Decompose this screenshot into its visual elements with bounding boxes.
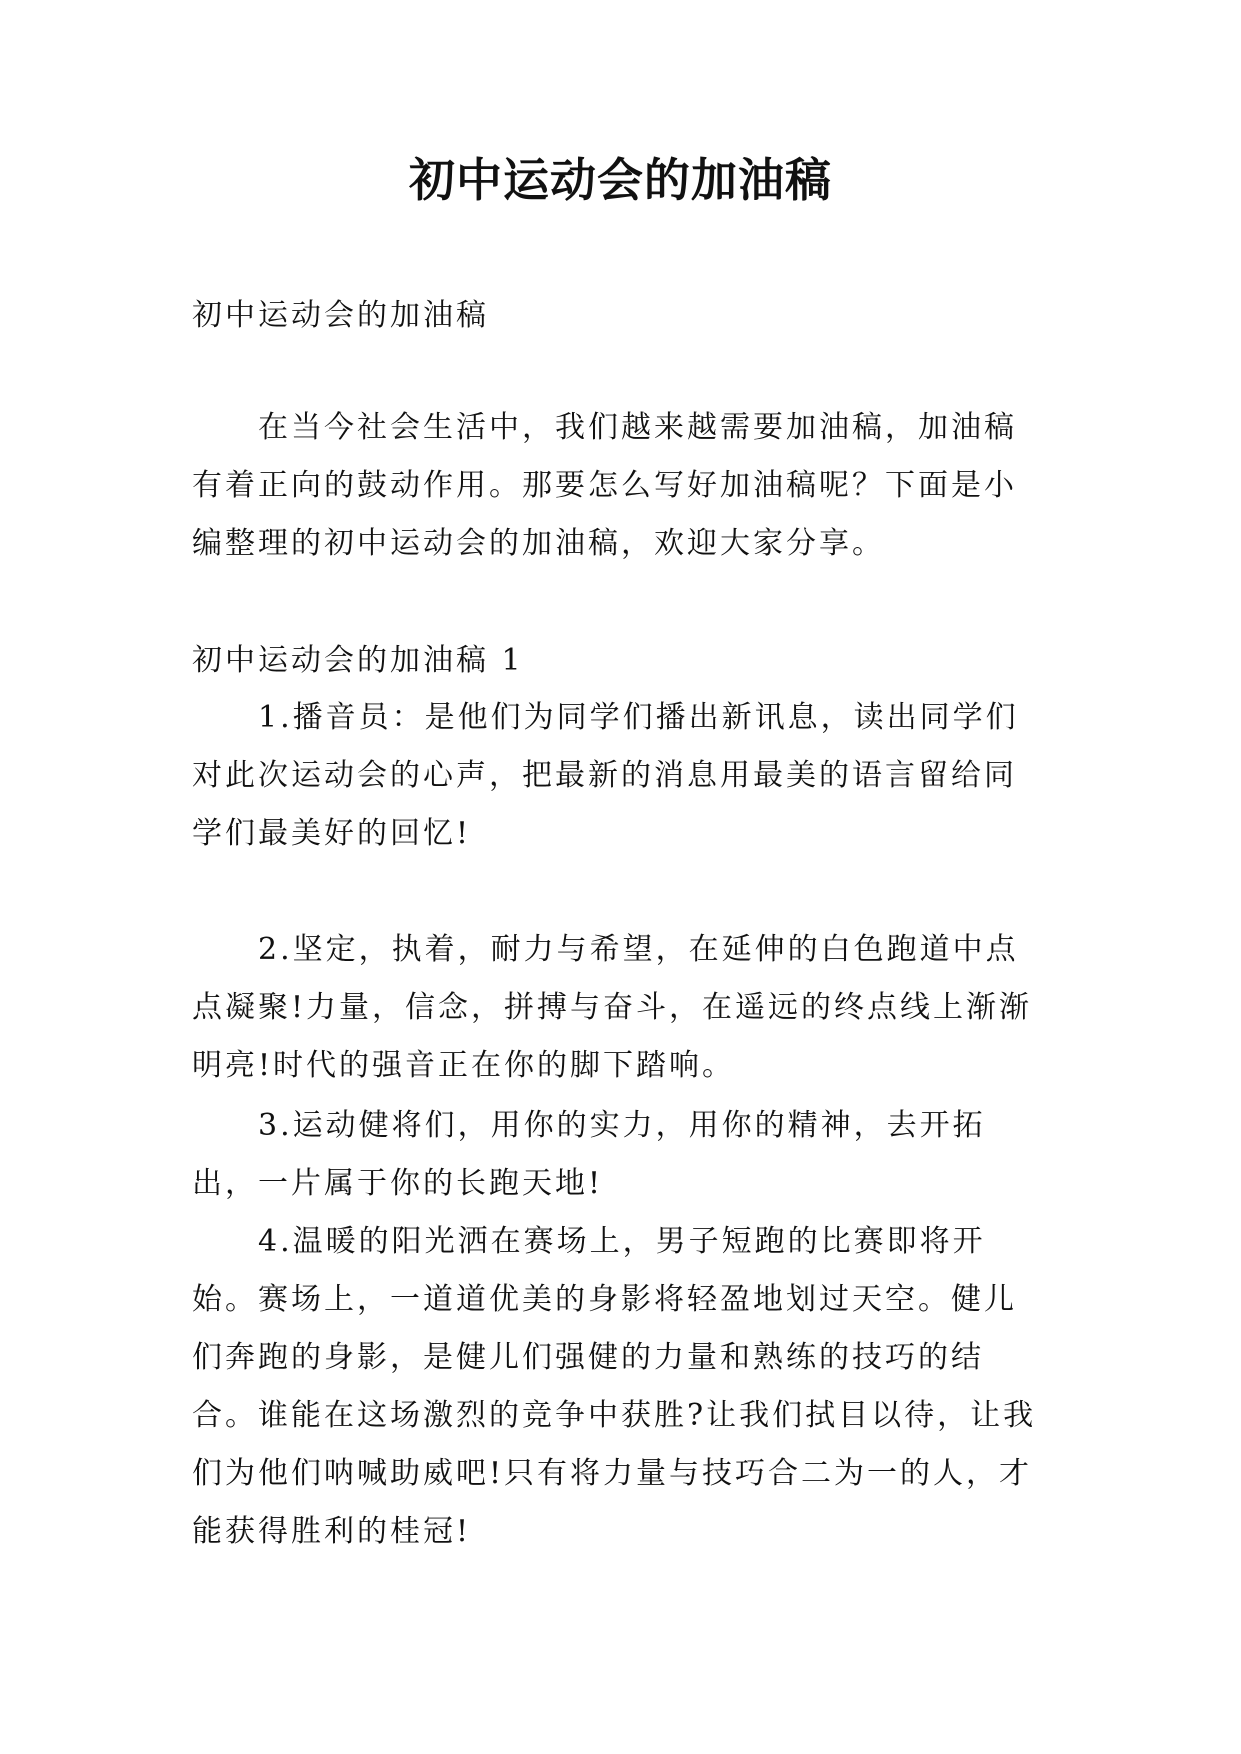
cheer-item-3: 3.运动健将们，用你的实力，用你的精神，去开拓出，一片属于你的长跑天地! <box>192 1108 986 1201</box>
document-subtitle: 初中运动会的加油稿 <box>192 298 489 333</box>
cheer-item-2: 2.坚定，执着，耐力与希望，在延伸的白色跑道中点点凝聚!力量，信念，拼搏与奋斗，在遥远的终点线上渐渐明亮!时代的强音正在你的脚下踏响。 <box>192 932 1033 1083</box>
cheer-item-1: 1.播音员：是他们为同学们播出新讯息，读出同学们对此次运动会的心声，把最新的消息用最美的语言留给同学们最美好的回忆! <box>192 700 1019 851</box>
section-heading: 初中运动会的加油稿 1 <box>192 643 524 678</box>
cheer-item-4: 4.温暖的阳光洒在赛场上，男子短跑的比赛即将开始。赛场上，一道道优美的身影将轻盈地划过天空。健儿们奔跑的身影，是健儿们强健的力量和熟练的技巧的结合。谁能在这场激烈的竞争中获胜?让我们拭目以待，让我们为他们呐喊助威吧!只有将力量与技巧合二为一的人，才能获得胜利的桂冠! <box>192 1224 1037 1549</box>
intro-paragraph: 在当今社会生活中，我们越来越需要加油稿，加油稿有着正向的鼓动作用。那要怎么写好加油稿呢？下面是小编整理的初中运动会的加油稿，欢迎大家分享。 <box>192 410 1017 561</box>
document-title: 初中运动会的加油稿 <box>409 153 832 207</box>
